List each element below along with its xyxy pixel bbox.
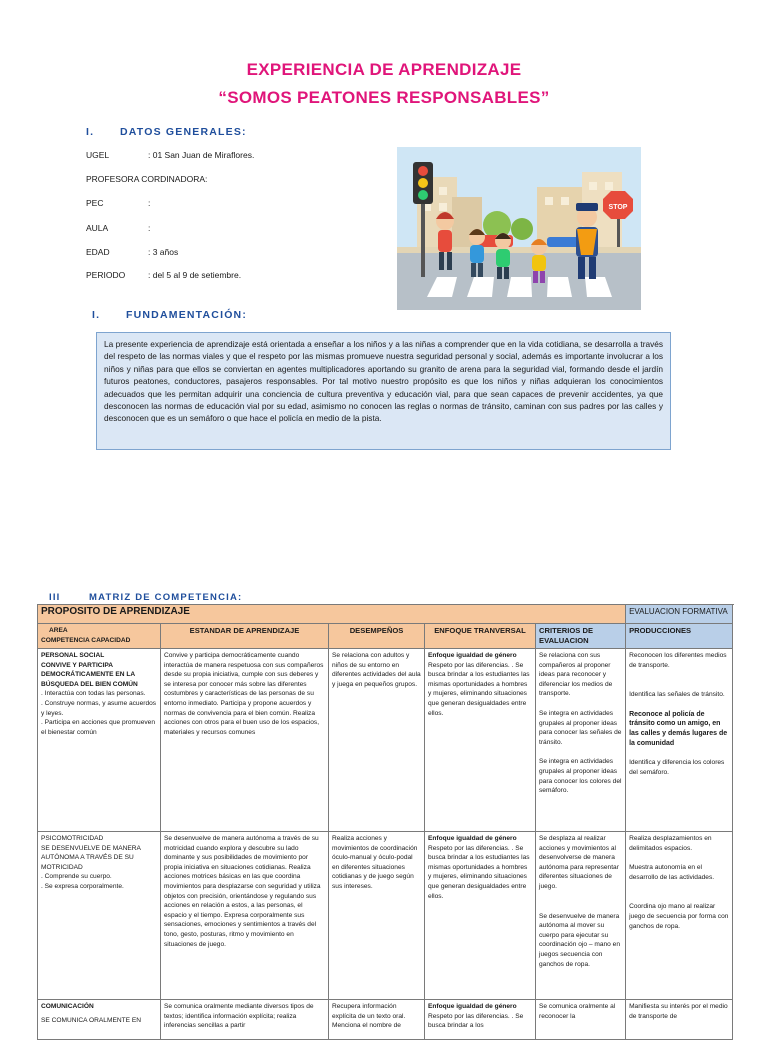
section-fundamentacion-heading [92,309,247,321]
datos-value: : del 5 al 9 de setiembre. [148,270,242,280]
produccion-item: Reconoce al policía de tránsito como un amigo, en las calles y demás lugares de la comunidad [629,710,728,747]
enfoque-cell [425,1000,536,1040]
produccion-item: Realiza desplazamientos en delimitados espacios. [629,835,712,852]
desempenos-cell: Recupera información explícita de un texto oral. Menciona el nombre de [329,1000,425,1040]
estandar-cell: Se desenvuelve de manera autónoma a través de su motricidad cuando explora y descubre su lado dominante y sus posibilidades de movimiento por propia iniciativa en situaciones cotidianas. Realiza acciones motrices básicas en las que coordina movimientos para desplazarse con seguridad y utiliza objetos con precisión, orientándose y regulando sus acciones en relación a estos, a las personas, el espacio y el tiempo. Expresa corporalmente sus sensaciones, emociones y sentimientos a través del tono, gesto, posturas, ritmo y movimiento en situaciones de juego. [161,832,329,1000]
criterios-cell [536,1000,626,1040]
criterios-cell [536,649,626,832]
datos-label: EDAD [86,247,110,257]
criterio-item: Se comunica oralmente al reconocer la [539,1003,616,1020]
datos-value: : [148,223,151,233]
section-title: MATRIZ DE COMPETENCIA: [89,592,243,603]
area-cell [38,832,161,1000]
enfoque-title: Enfoque igualdad de género [428,652,517,659]
section-number: III [49,592,61,603]
datos-row-aula [86,223,386,237]
col-area-label: AREA [49,627,68,634]
produccion-item: Reconocen los diferentes medios de transporte. [629,652,727,669]
datos-label: PERIODO [86,270,126,280]
area-cell [38,649,161,832]
datos-row-profesora [86,174,386,188]
section-title: FUNDAMENTACIÓN: [126,309,248,321]
enfoque-title: Enfoque igualdad de género [428,835,517,842]
competency-matrix-table [37,604,733,1040]
area-cell [38,1000,161,1040]
col-estandar-header: ESTANDAR DE APRENDIZAJE [161,624,329,649]
criterio-item: Se relaciona con sus compañeros al proponer ideas para reconocer y diferenciar los medios de transporte. [539,652,613,698]
datos-row-pec [86,198,386,212]
section-number: I. [86,126,95,138]
enfoque-cell [425,649,536,832]
enfoque-text: Respeto por las diferencias. . Se busca brindar a los estudiantes las mismas oportunidades a hombres y mujeres, eliminando situaciones que generan desigualdades entre ellos. [428,844,530,900]
area-title: PSICOMOTRICIDAD [41,835,104,842]
produccion-item: Coordina ojo mano al realizar juego de secuencia por forma con ganchos de ropa. [629,903,729,930]
criterio-item: Se desplaza al realizar acciones y movimientos al desenvolverse de manera autónoma para representar diferentes situaciones de juego. [539,835,619,890]
competencia-title: SE COMUNICA ORALMENTE EN [41,1016,142,1024]
competencia-title: CONVIVE Y PARTICIPA DEMOCRÁTICAMENTE EN LA BÚSQUEDA DEL BIEN COMÚN [41,661,138,688]
datos-value: : [148,198,151,208]
criterios-cell [536,832,626,1000]
criterio-item: Se desenvuelve de manera autónoma al mover su cuerpo para ejecutar su coordinación ojo – mano en juegos secuencia con ganchos de ropa. [539,912,621,968]
section-datos-heading [86,126,247,138]
capacidad-item: . Se expresa corporalmente. [41,882,124,890]
enfoque-text: Respeto por las diferencias. . Se busca brindar a los estudiantes las mismas oportunidades a hombres y mujeres, eliminando situaciones que generan desigualdades entre ellos. [428,661,530,717]
enfoque-cell [425,832,536,1000]
datos-value: : 01 San Juan de Miraflores. [148,150,255,160]
competencia-title: SE DESENVUELVE DE MANERA AUTÓNOMA A TRAVÉS DE SU MOTRICIDAD [41,844,141,871]
produccion-item: Manifiesta su interés por el medio de transporte de [629,1003,728,1020]
page-title: EXPERIENCIA DE APRENDIZAJE [246,60,522,79]
capacidad-item: . Participa en acciones que promueven el bienestar común [41,719,155,736]
svg-text:STOP: STOP [608,204,628,211]
criterio-item: Se integra en actividades grupales al proponer ideas para conocer las señales de tránsito. [539,709,622,746]
producciones-cell [626,1000,733,1040]
pedestrians-image [397,147,641,310]
desempenos-cell: Realiza acciones y movimientos de coordinación óculo-manual y óculo-podal en diferentes situaciones cotidianas y de juego según sus intereses. [329,832,425,1000]
criterio-item: Se integra en actividades grupales al proponer ideas para conocer los colores del semáforo. [539,758,622,795]
table-row [38,649,733,832]
datos-label: AULA [86,223,109,233]
enfoque-title: Enfoque igualdad de género [428,1003,517,1010]
col-desempenos-header: DESEMPEÑOS [329,624,425,649]
desempenos-cell: Se relaciona con adultos y niños de su entorno en diferentes actividades del aula y juega en pequeños grupos. [329,649,425,832]
col-enfoque-header: ENFOQUE TRANVERSAL [425,624,536,649]
area-title: PERSONAL SOCIAL [41,652,105,659]
capacidad-item: . Comprende su cuerpo. [41,873,112,881]
datos-label: UGEL [86,150,110,160]
area-competencia-header [38,624,161,649]
datos-row-ugel [86,150,386,164]
datos-row-edad [86,247,386,261]
datos-value: : 3 años [148,247,179,257]
section-title: DATOS GENERALES: [120,126,247,138]
produccion-item: Muestra autonomía en el desarrollo de las actividades. [629,864,715,881]
section-number: I. [92,309,101,321]
capacidad-item: . Interactúa con todas las personas. [41,690,146,698]
capacidad-item: . Construye normas, y asume acuerdos y leyes. [41,699,157,717]
table-row [38,1000,733,1040]
producciones-cell [626,649,733,832]
producciones-cell [626,832,733,1000]
estandar-cell: Se comunica oralmente mediante diversos tipos de textos; identifica información explícita; realiza inferencias sencillas a partir [161,1000,329,1040]
col-criterios-header: CRITERIOS DE EVALUACION [536,624,626,649]
datos-row-periodo [86,270,386,284]
col-producciones-header: PRODUCCIONES [626,624,733,649]
page-subtitle: “SOMOS PEATONES RESPONSABLES” [218,88,550,107]
produccion-item: Identifica y diferencia los colores del semáforo. [629,759,725,776]
area-title: COMUNICACIÓN [41,1003,94,1010]
evaluacion-header: EVALUACION FORMATIVA [626,605,733,624]
crosswalk-illustration [397,147,641,310]
table-row [38,832,733,1000]
enfoque-text: Respeto por las diferencias. . Se busca brindar a los [428,1012,524,1030]
produccion-item: Identifica las señales de tránsito. [629,691,725,699]
datos-label: PEC [86,198,104,208]
fundamentacion-text-box: La presente experiencia de aprendizaje está orientada a enseñar a los niños y a las niñas a comprender que en la vida cotidiana, se desarrolla a través del respeto de las normas viales y que el respeto por las mismas promueve nuestra seguridad personal y social, además es importante involucrar a los niños y niñas para que ellos se conviertan en agentes multiplicadores aportando su granito de arena para la seguridad vial, formando desde el jardín futuros peatones, conductores, pasajeros responsables. Por tal motivo nuestro propósito es que los niños y niñas adquieran los conocimientos adecuados que les permitan adquirir una conciencia de cultura preventiva y educación vial, para que sean capaces de prevenir accidentes, ya que desconocen las normas de educación vial por su edad, asimismo no conocen las reglas o normas de tránsito, caminan con sus padres por las calles y desconocen que es un semáforo o que hace el policía en medio de la pista. [96,332,671,450]
datos-label: PROFESORA CORDINADORA: [86,174,208,184]
col-competencia-label: COMPETENCIA CAPACIDAD [41,636,131,644]
section-matriz-heading [49,592,242,603]
estandar-cell: Convive y participa democráticamente cuando interactúa de manera respetuosa con sus compañeros desde su propia iniciativa, cumple con sus deberes y se interesa por conocer más sobre las diferentes costumbres y características de las personas de su entorno inmediato. Participa y propone acuerdos y normas de convivencia para el bien común. Realiza acciones con otros para el buen uso de los espacios, materiales y recursos comunes [161,649,329,832]
proposito-header: PROPOSITO DE APRENDIZAJE [38,605,626,624]
